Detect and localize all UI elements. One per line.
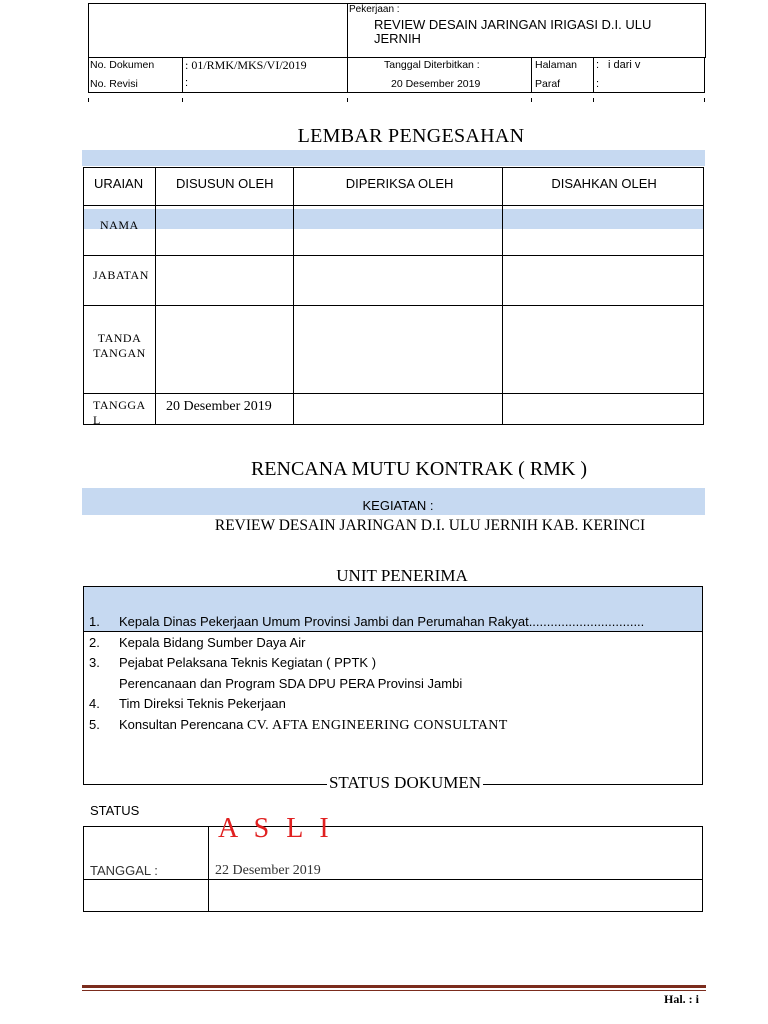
unit-item-text: Konsultan Perencana [119,716,247,732]
rmk-title: RENCANA MUTU KONTRAK ( RMK ) [250,458,588,480]
unit-item [84,612,702,633]
jabatan-diperiksa-cell [293,256,503,306]
unit-item [84,694,702,715]
unit-item [84,674,702,695]
col-uraian-label: URAIAN [94,176,144,191]
unit-item-text: Perencanaan dan Program SDA DPU PERA Provinsi Jambi [119,675,463,691]
unit-item-number: 3. [89,655,100,670]
nama-disusun-cell [155,206,293,256]
row-tanggal-label: TANGGA L [93,398,146,424]
unit-item [84,715,702,736]
no-dokumen-label: No. Dokumen [90,59,155,71]
ttd-diperiksa-cell [293,306,503,394]
col-diperiksa-label: DIPERIKSA OLEH [345,176,454,191]
no-revisi-label: No. Revisi [90,78,138,90]
tangan-word: TANGAN [93,346,146,360]
unit-item-number: 2. [89,634,100,650]
unit-item-number: 5. [89,716,100,732]
nama-disahkan-cell [503,206,704,256]
unit-item [84,633,702,654]
unit-penerima-title: UNIT PENERIMA [336,566,468,585]
footer-rule [82,985,706,988]
kegiatan-label: KEGIATAN : [362,498,434,513]
col-disahkan [503,168,704,206]
unit-item-text: Kepala Dinas Pekerjaan Umum Provinsi Jambi dan Perumahan Rakyat................................ [119,614,645,629]
col-diperiksa [293,168,503,206]
ttd-disusun-cell [155,306,293,394]
halaman-colon: : [596,59,600,71]
status-value: A S L I [218,813,334,844]
status-dokumen-title-text: STATUS DOKUMEN [328,773,482,792]
no-dokumen-value: : 01/RMK/MKS/VI/2019 [185,58,307,72]
col-disahkan-label: DISAHKAN OLEH [551,176,657,191]
ttd-disahkan-cell [503,306,704,394]
tanggal-diterbitkan-value: 20 Desember 2019 [391,78,481,90]
unit-item-number: 4. [89,696,100,711]
nama-diperiksa-cell [293,206,503,256]
paraf-label: Paraf [535,78,561,90]
col-disusun [155,168,293,206]
status-tanggal-value: 22 Desember 2019 [215,863,321,878]
footer-rule-thin [82,990,706,991]
tanggal-diterbitkan-label: Tanggal Diterbitkan : [384,59,480,71]
tanggal-disusun-cell [155,394,293,425]
status-tanggal-label: TANGGAL : [90,863,158,878]
row-tanda-tangan-label [84,306,155,361]
lembar-title-band [82,150,705,166]
unit-item-text: Kepala Bidang Sumber Daya Air [119,634,306,650]
unit-item [84,653,702,674]
paraf-colon: : [596,78,600,90]
kegiatan-value: REVIEW DESAIN JARINGAN D.I. ULU JERNIH KAB. KERINCI [214,517,646,534]
status-label: STATUS [90,803,140,818]
jabatan-disusun-cell [155,256,293,306]
col-uraian [84,168,156,206]
tanggal-diperiksa-cell [293,394,503,425]
row-nama [84,206,156,256]
row-tanda-tangan [84,306,156,394]
halaman-value: i dari v [608,59,641,71]
unit-penerima-list [84,612,702,735]
pekerjaan-title-line-1: REVIEW DESAIN JARINGAN IRIGASI D.I. ULU [374,17,652,32]
pekerjaan-title-line-2: JERNIH [374,31,421,46]
lembar-pengesahan-title: LEMBAR PENGESAHAN [297,125,525,147]
signature-table [83,167,704,425]
consultant-name: CV. AFTA ENGINEERING CONSULTANT [246,717,508,733]
status-box [83,826,703,912]
row-nama-label: NAMA [100,218,139,232]
unit-item-text: Tim Direksi Teknis Pekerjaan [119,696,286,711]
pekerjaan-title [374,18,651,46]
row-jabatan-label: JABATAN [93,268,149,282]
unit-penerima-box [83,586,703,785]
halaman-label: Halaman [535,59,578,71]
pekerjaan-label: Pekerjaan : [349,4,400,15]
jabatan-disahkan-cell [503,256,704,306]
status-dokumen-title [0,773,768,793]
tanda-word: TANDA [97,331,142,345]
row-tanggal [84,394,156,425]
tanggal-disusun-value: 20 Desember 2019 [165,399,272,414]
col-disusun-label: DISUSUN OLEH [175,176,274,191]
unit-item-text: Pejabat Pelaksana Teknis Kegiatan ( PPTK ) [119,655,377,670]
unit-item-number: 1. [89,614,100,629]
row-jabatan [84,256,156,306]
tanggal-disahkan-cell [503,394,704,425]
page-number: Hal. : i [664,992,699,1006]
no-revisi-value: : [185,77,189,89]
